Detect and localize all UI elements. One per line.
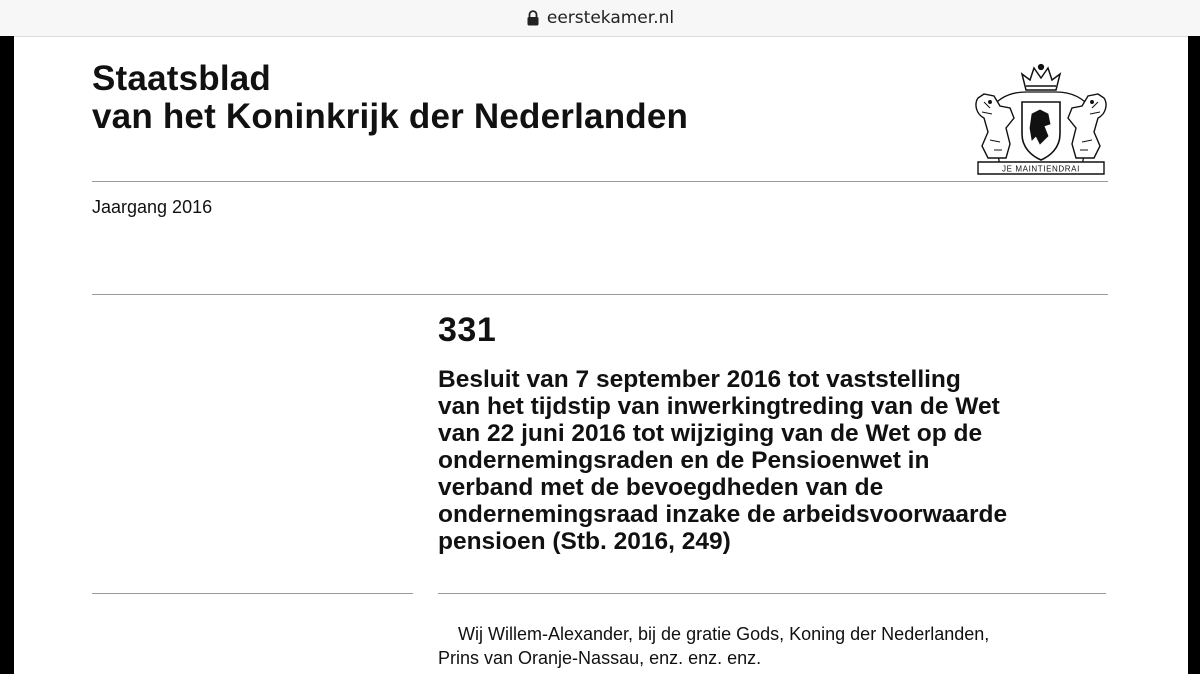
heading-line: ondernemingsraad inzake de arbeidsvoorwaarde	[438, 501, 1008, 528]
right-screen-edge	[1188, 36, 1200, 674]
intro-line: Prins van Oranje-Nassau, enz. enz. enz.	[438, 648, 762, 668]
royal-coat-of-arms-icon	[970, 62, 1112, 178]
left-screen-edge	[0, 36, 14, 674]
jaargang-label: Jaargang 2016	[92, 197, 213, 217]
left-column-divider	[92, 593, 413, 594]
heading-line: van 22 juni 2016 tot wijziging van de Wet op de	[438, 420, 983, 447]
heading-line: ondernemingsraden en de Pensioenwet in	[438, 447, 930, 474]
staatsblad-number: 331	[438, 311, 497, 349]
publication-title	[92, 60, 688, 136]
heading-line: van het tijdstip van inwerkingtreding van de Wet	[438, 393, 1000, 420]
right-column-divider	[438, 593, 1106, 594]
url-display[interactable]	[526, 8, 674, 28]
section-divider	[92, 294, 1108, 295]
crest-motto: JE MAINTIENDRAI	[1002, 164, 1080, 174]
heading-line: Besluit van 7 september 2016 tot vaststelling	[438, 366, 961, 393]
url-text: eerstekamer.nl	[546, 8, 675, 28]
lock-icon	[526, 10, 540, 26]
title-line-2: van het Koninkrijk der Nederlanden	[92, 97, 689, 136]
title-line-1: Staatsblad	[92, 59, 271, 98]
header-divider	[92, 181, 1108, 182]
heading-line: pensioen (Stb. 2016, 249)	[438, 528, 731, 555]
intro-line: Wij Willem-Alexander, bij de gratie Gods, Koning der Nederlanden,	[458, 624, 990, 644]
decree-heading	[438, 366, 1128, 555]
heading-line: verband met de bevoegdheden van de	[438, 474, 884, 501]
decree-intro	[438, 622, 989, 670]
browser-address-bar	[0, 0, 1200, 37]
